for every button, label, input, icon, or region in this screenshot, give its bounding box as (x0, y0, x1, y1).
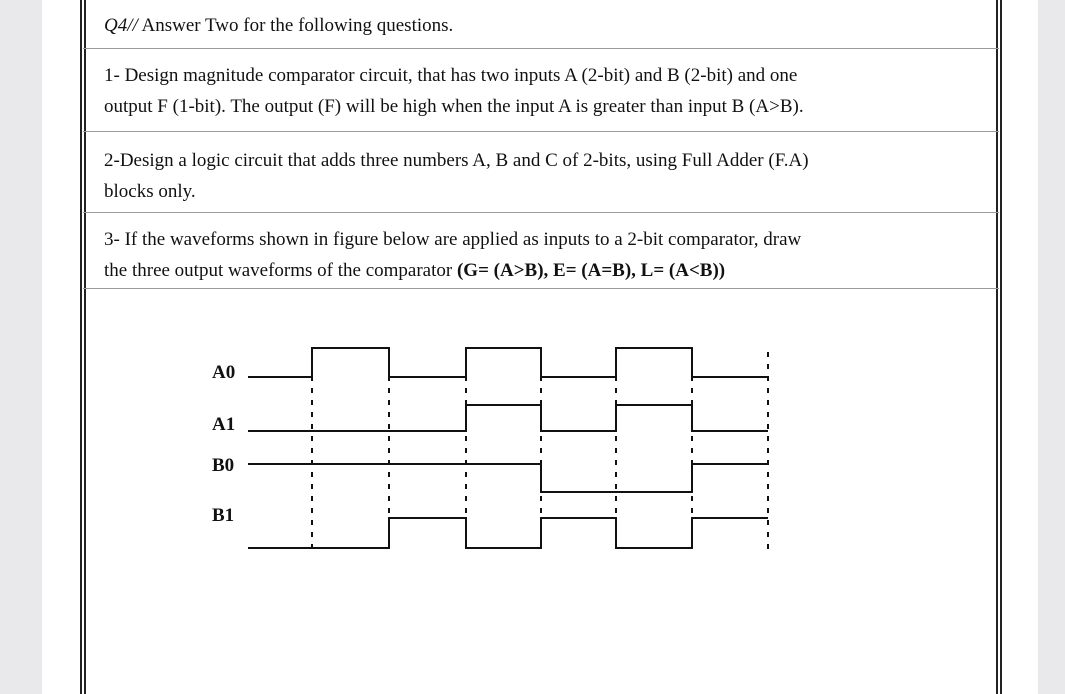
question-3-line-2-text: the three output waveforms of the comparator (104, 260, 457, 281)
question-3-line-1: 3- If the waveforms shown in figure below are applied as inputs to a 2-bit comparator, draw (104, 229, 802, 250)
waveform-b0 (248, 464, 768, 492)
signal-label-b0: B0 (212, 455, 235, 476)
waveform-a1 (248, 405, 768, 431)
question-number: Q4// (104, 15, 138, 36)
question-2-line-2: blocks only. (104, 181, 196, 202)
question-1-line-1: 1- Design magnitude comparator circuit, that has two inputs A (2-bit) and B (2-bit) and one (104, 65, 798, 86)
question-1-line-2: output F (1-bit). The output (F) will be high when the input A is greater than input B (A>B). (104, 96, 804, 117)
signal-label-a0: A0 (212, 362, 236, 383)
question-title-text: Answer Two for the following questions. (137, 15, 454, 36)
signal-traces (248, 348, 768, 548)
signal-labels (212, 362, 235, 526)
waveform-b1 (248, 518, 768, 548)
signal-label-b1: B1 (212, 505, 235, 526)
signal-label-a1: A1 (212, 414, 236, 435)
question-3-outputs: (G= (A>B), E= (A=B), L= (A<B)) (456, 260, 726, 281)
waveform-a0 (248, 348, 768, 377)
question-2-line-1: 2-Design a logic circuit that adds three numbers A, B and C of 2-bits, using Full Adder (F.A) (104, 150, 809, 171)
